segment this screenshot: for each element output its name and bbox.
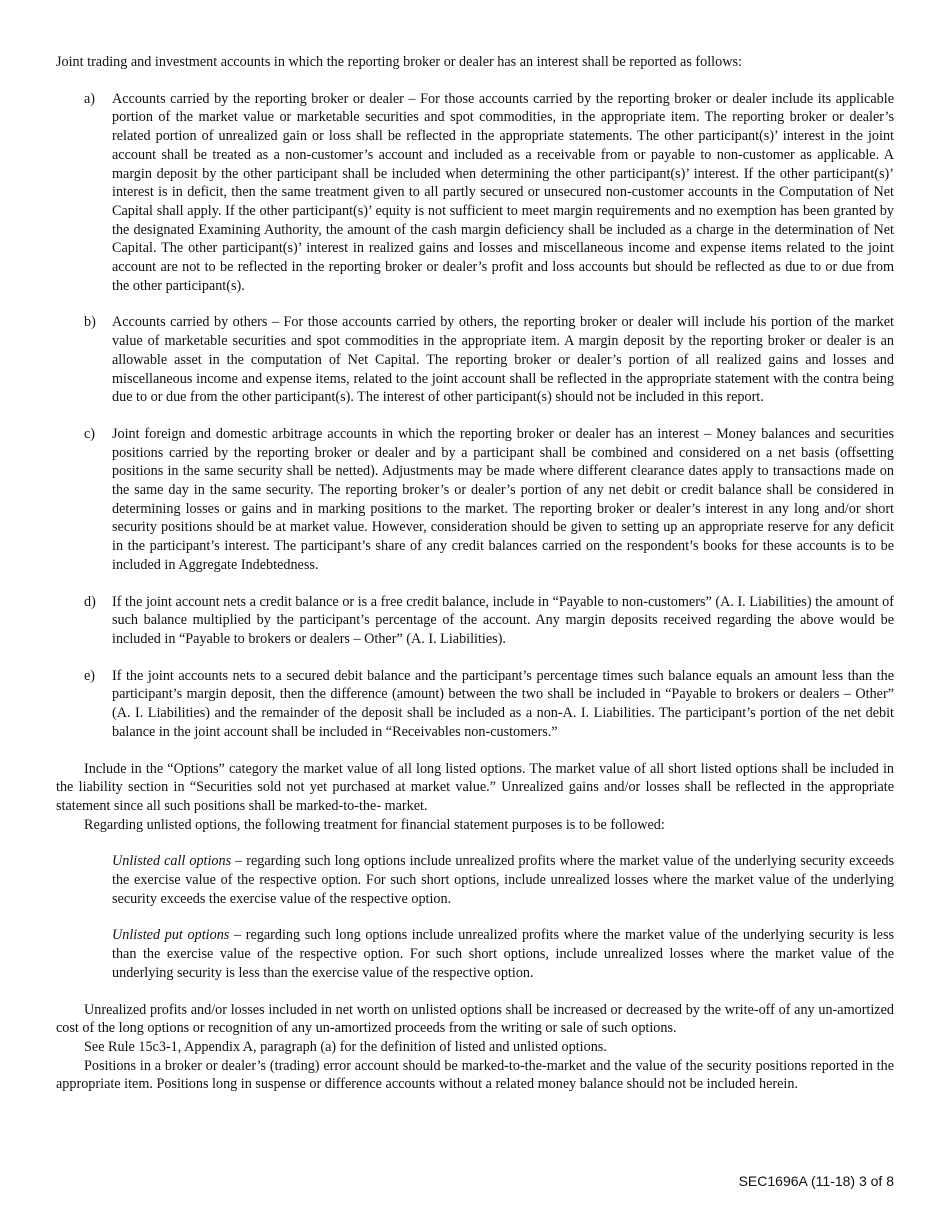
rule-reference-paragraph: See Rule 15c3-1, Appendix A, paragraph (a) for the definition of listed and unlisted options. xyxy=(84,1038,607,1055)
unlisted-call-label: Unlisted call options xyxy=(112,853,232,870)
unlisted-put-label: Unlisted put options xyxy=(112,927,230,944)
unlisted-intro-paragraph: Regarding unlisted options, the following treatment for financial statement purposes is to be followed: xyxy=(84,816,665,833)
list-item xyxy=(56,593,894,649)
intro-paragraph: Joint trading and investment accounts in which the reporting broker or dealer has an interest shall be reported as follows: xyxy=(56,54,742,70)
options-paragraph: Include in the “Options” category the market value of all long listed options. The market value of all short listed options shall be included in the liability section in “Securities sold not yet purchased at market value.” Unrealized gains and/or losses shall be reflected in the appropriate statement since all such positions shall be marked-to-the- market. xyxy=(56,760,894,814)
error-account-paragraph: Positions in a broker or dealer’s (trading) error account should be marked-to-the-market and the value of the security positions reported in the appropriate item. Positions long in suspense or difference accounts without a related money balance should not be included herein. xyxy=(56,1057,894,1093)
list-item xyxy=(56,313,894,407)
list-item-text: If the joint account nets a credit balance or is a free credit balance, include in “Payable to non-customers” (A. I. Liabilities) the amount of such balance multiplied by the participant’s percentage of the account. Any margin deposits received regarding the above would be included in “Payable to brokers or dealers – Other” (A. I. Liabilities). xyxy=(112,593,894,647)
list-item-text: Accounts carried by others – For those accounts carried by others, the reporting broker or dealer will include his portion of the market value of marketable securities and spot commodities in the appropriate item. A margin deposit by the reporting broker or dealer is an allowable asset in the computation of Net Capital. The reporting broker or dealer’s portion of all realized gains and losses and miscellaneous income and expense items, related to the joint account shall be reflected in the appropriate statement with the contra being due to or due from the other participant(s). The interest of other participant(s) should not be included in this report. xyxy=(112,314,894,406)
unrealized-paragraph: Unrealized profits and/or losses included in net worth on unlisted options shall be increased or decreased by the write-off of any un-amortized cost of the long options or recognition of any un-amortized proceeds from the writing or sale of such options. xyxy=(56,1001,894,1037)
list-item-marker: d) xyxy=(84,593,96,610)
joint-accounts-list xyxy=(56,90,894,742)
list-item-text: Joint foreign and domestic arbitrage accounts in which the reporting broker or dealer has an interest – Money balances and securities positions carried by the reporting broker or dealer and by a participant shall be combined and considered on a net basis (offsetting positions in the same security shall be netted). Adjustments may be made where different clearance dates apply to transactions made on the same day in the same security. The reporting broker’s or dealer’s portion of any net debit or credit balance shall be considered in determining losses or gains and in marking positions to the market. The reporting broker or dealer’s interest in any long and/or short security positions should be at market value. However, consideration should be given to setting up an appropriate reserve for any deficit in the participant’s interest. The participant’s share of any credit balances carried on the respondent’s books for these accounts is to be included in Aggregate Indebtedness. xyxy=(112,425,894,573)
list-item-text: Accounts carried by the reporting broker or dealer – For those accounts carried by the reporting broker or dealer include its applicable portion of the market value or marketable securities and spot commodities, in the appropriate item. The reporting broker or dealer’s related portion of unrealized gain or loss shall be reflected in the appropriate statements. The other participant(s)’ interest in the joint account shall be treated as a non-customer’s account and included as a receivable from or payable to non-customer as applicable. A margin deposit by the other participant shall be included when determining the other participant(s)’ interest. If the other participant(s)’ interest is in deficit, then the same treatment given to all partly secured or unsecured non-customer accounts in the Computation of Net Capital shall apply. If the other participant(s)’ equity is not sufficient to meet margin requirements and no exemption has been granted by the designated Examining Authority, the amount of the cash margin deficiency shall be included as a charge in the determination of Net Capital. The other participant(s)’ interest in realized gains and losses and miscellaneous income and expense items related to the joint account are not to be reflected in the reporting broker or dealer’s profit and loss accounts but should be reflected as due to or due from the other participant(s). xyxy=(112,90,894,294)
unlisted-call-text: – regarding such long options include unrealized profits where the market value of the underlying security exceeds the exercise value of the respective option. For such short options, include unrealized losses where the market value of the underlying security exceeds the exercise value of the respective option. xyxy=(112,853,894,907)
document-page xyxy=(56,53,894,1094)
unlisted-put-paragraph xyxy=(56,926,894,982)
unlisted-call-paragraph xyxy=(56,852,894,908)
unlisted-put-text: – regarding such long options include unrealized profits where the market value of the underlying security is less than the exercise value of the respective option. For such short options, include unrealized losses where the market value of the underlying security is less than the exercise value of the respective option. xyxy=(112,927,894,981)
list-item xyxy=(56,425,894,575)
list-item-marker: e) xyxy=(84,667,96,684)
list-item-text: If the joint accounts nets to a secured debit balance and the participant’s percentage times such balance equals an amount less than the participant’s margin deposit, then the difference (amount) between the two shall be included in “Payable to brokers or dealers – Other” (A. I. Liabilities) and the remainder of the deposit shall be included as a non-A. I. Liabilities. The participant’s portion of the net debit balance in the joint account shall be included in “Receivables non-customers.” xyxy=(112,667,894,740)
list-item xyxy=(56,667,894,742)
list-item-marker: c) xyxy=(84,425,96,442)
list-item-marker: b) xyxy=(84,314,96,331)
list-item xyxy=(56,90,894,296)
form-footer: SEC1696A (11-18) 3 of 8 xyxy=(738,1173,894,1189)
list-item-marker: a) xyxy=(84,90,96,107)
